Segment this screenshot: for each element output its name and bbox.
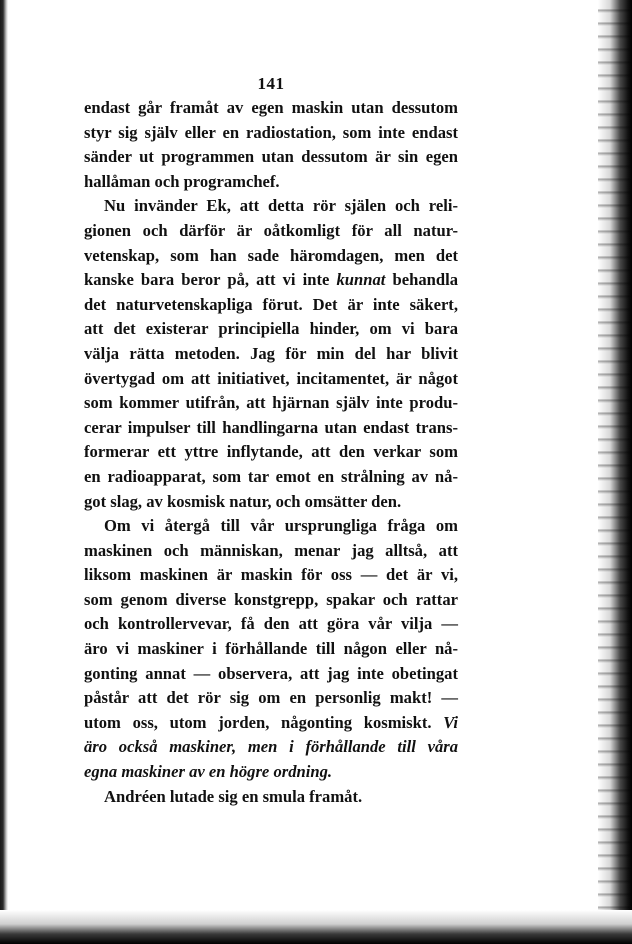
- text-segment: got slag, av kosmisk natur, och omsätter den.: [84, 491, 402, 511]
- text-line: [84, 96, 458, 121]
- text-line: [84, 760, 458, 785]
- text-line: [84, 785, 458, 810]
- text-segment: sänder ut programmen utan dessutom är sin egen: [84, 147, 458, 167]
- text-line: [84, 637, 458, 662]
- scan-shadow-left: [0, 0, 8, 944]
- text-segment: gionen och därför är oåtkomligt för all natur-: [84, 220, 458, 240]
- text-line: [84, 662, 458, 687]
- text-line: [84, 293, 458, 318]
- text-line: [84, 588, 458, 613]
- text-segment: kanske bara beror på, att vi inte: [84, 270, 337, 290]
- italic-text-segment: egna maskiner av en högre ordning.: [84, 762, 333, 782]
- text-segment: äro vi maskiner i förhållande till någon eller nå-: [84, 639, 458, 659]
- text-line: [84, 268, 458, 293]
- text-line: [84, 514, 458, 539]
- text-segment: Nu invänder Ek, att detta rör själen och reli-: [104, 196, 458, 216]
- text-segment: att det existerar principiella hinder, om vi bara: [84, 319, 458, 339]
- text-line: [84, 711, 458, 736]
- page-content: [84, 74, 458, 809]
- text-line: [84, 612, 458, 637]
- italic-text-segment: Vi: [443, 712, 458, 732]
- text-segment: cerar impulser till handlingarna utan endast trans-: [84, 417, 458, 437]
- italic-text-segment: kunnat: [336, 270, 386, 290]
- text-line: [84, 465, 458, 490]
- text-line: [84, 219, 458, 244]
- italic-text-segment: äro också maskiner, men i förhållande till våra: [84, 737, 458, 757]
- text-line: [84, 121, 458, 146]
- text-segment: endast går framåt av egen maskin utan dessutom: [84, 98, 458, 117]
- text-line: [84, 539, 458, 564]
- text-line: [84, 735, 458, 760]
- text-line: [84, 391, 458, 416]
- text-line: [84, 170, 458, 195]
- text-line: [84, 563, 458, 588]
- text-line: [84, 342, 458, 367]
- text-segment: Om vi återgå till vår ursprungliga fråga om: [104, 516, 458, 536]
- body-text: [84, 96, 458, 809]
- text-segment: som genom diverse konstgrepp, spakar och rattar: [84, 589, 458, 609]
- text-segment: en radioapparat, som tar emot en strålning av nå-: [84, 466, 458, 486]
- text-segment: det naturvetenskapliga förut. Det är inte säkert,: [84, 294, 458, 314]
- text-segment: som kommer utifrån, att hjärnan själv inte produ-: [84, 393, 458, 413]
- text-line: [84, 145, 458, 170]
- text-segment: Andréen lutade sig en smula framåt.: [104, 786, 363, 806]
- text-segment: och kontrollervevar, få den att göra vår vilja —: [84, 614, 458, 634]
- text-segment: liksom maskinen är maskin för oss — det är vi,: [84, 565, 458, 585]
- text-line: [84, 416, 458, 441]
- text-line: [84, 194, 458, 219]
- text-segment: maskinen och människan, menar jag alltså, att: [84, 540, 458, 560]
- page-number: 141: [257, 74, 285, 93]
- text-line: [84, 490, 458, 515]
- text-segment: behandla: [385, 270, 458, 290]
- text-segment: hallåman och programchef.: [84, 171, 280, 191]
- scan-shadow-right: [598, 0, 632, 944]
- text-segment: välja rätta metoden. Jag för min del har blivit: [84, 343, 458, 363]
- text-line: [84, 440, 458, 465]
- text-line: [84, 317, 458, 342]
- text-segment: formerar ett yttre inflytande, att den verkar som: [84, 442, 458, 462]
- text-segment: utom oss, utom jorden, någonting kosmiskt.: [84, 712, 444, 732]
- text-segment: gonting annat — observera, att jag inte obetingat: [84, 663, 458, 683]
- text-line: [84, 686, 458, 711]
- text-line: [84, 367, 458, 392]
- scan-shadow-bottom: [0, 910, 632, 944]
- text-line: [84, 244, 458, 269]
- text-segment: påstår att det rör sig om en personlig makt! —: [84, 688, 458, 708]
- text-segment: övertygad om att initiativet, incitamentet, är något: [84, 368, 458, 388]
- text-segment: vetenskap, som han sade häromdagen, men det: [84, 245, 458, 265]
- text-segment: styr sig själv eller en radiostation, som inte endast: [84, 122, 458, 142]
